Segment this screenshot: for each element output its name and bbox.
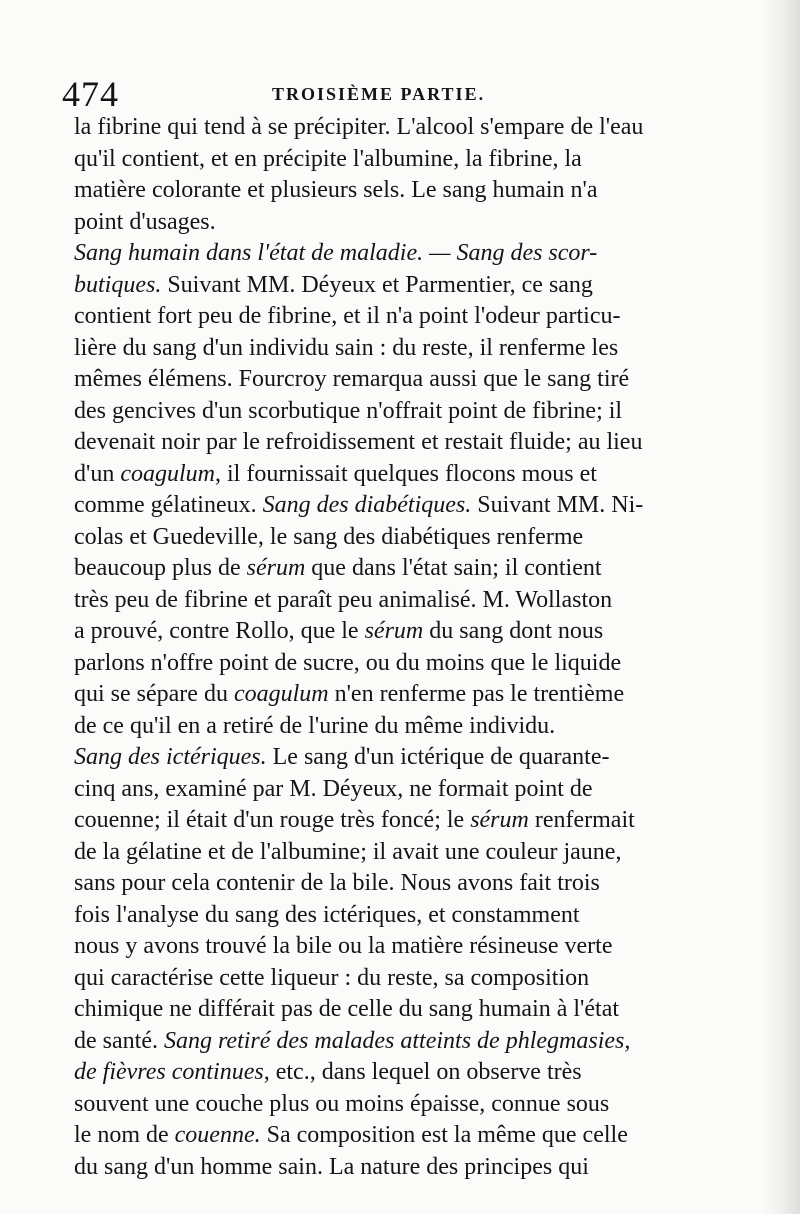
text-segment: d'un <box>74 460 121 487</box>
italic-text: Sang des diabétiques. <box>262 492 472 518</box>
text-segment: a prouvé, contre Rollo, que le <box>74 618 365 644</box>
italic-text: Sang retiré des malades atteints de phlegmasies, <box>163 1027 631 1054</box>
text-line <box>74 270 698 302</box>
text-segment: fois l'analyse du sang des ictériques, et constamment <box>74 901 580 928</box>
text-line <box>74 522 698 554</box>
text-line <box>74 553 698 585</box>
text-line <box>74 805 698 837</box>
text-line <box>74 742 698 774</box>
italic-text: de fièvres continues <box>74 1059 264 1085</box>
text-segment: , il fournissait quelques flocons mous et <box>214 460 597 487</box>
body-text <box>74 112 698 1183</box>
text-line <box>74 490 698 522</box>
italic-text: couenne. <box>174 1122 261 1148</box>
text-segment: de ce qu'il en a retiré de l'urine du même individu. <box>74 712 556 739</box>
italic-text: coagulum <box>120 460 215 487</box>
text-line <box>74 679 698 711</box>
text-line <box>74 112 698 144</box>
text-segment: de santé. <box>74 1027 164 1054</box>
text-line <box>74 963 698 995</box>
text-segment: couenne; il était d'un rouge très foncé; le <box>74 807 471 833</box>
italic-text: coagulum <box>233 681 329 707</box>
text-segment: du sang dont nous <box>423 618 604 644</box>
text-segment: , etc., dans lequel on observe très <box>263 1059 582 1085</box>
page-number: 474 <box>62 74 119 114</box>
text-line <box>74 648 698 680</box>
text-segment: de la gélatine et de l'albumine; il avait une couleur jaune, <box>74 838 622 865</box>
text-segment: des gencives d'un scorbutique n'offrait point de fibrine; il <box>74 397 623 424</box>
text-line <box>74 1026 698 1058</box>
text-segment: nous y avons trouvé la bile ou la matière résineuse verte <box>74 933 613 959</box>
text-line <box>74 207 698 239</box>
text-segment: la fibrine qui tend à se précipiter. L'alcool s'empare de l'eau <box>74 114 644 140</box>
text-line <box>74 900 698 932</box>
italic-text: sérum <box>246 555 306 581</box>
text-segment: contient fort peu de fibrine, et il n'a point l'odeur particu- <box>74 303 621 329</box>
text-segment: colas et Guedeville, le sang des diabétiques renferme <box>74 523 584 550</box>
text-segment: cinq ans, examiné par M. Déyeux, ne formait point de <box>74 775 593 802</box>
text-segment: matière colorante et plusieurs sels. Le sang humain n'a <box>74 177 598 203</box>
text-line <box>74 175 698 207</box>
text-segment: Sa composition est la même que celle <box>260 1122 628 1148</box>
text-segment: souvent une couche plus ou moins épaisse, connue sous <box>74 1090 610 1117</box>
text-line <box>74 333 698 365</box>
italic-text: butiques. <box>74 271 162 298</box>
text-segment: comme gélatineux. <box>74 492 263 518</box>
text-segment: Le sang d'un ictérique de quarante- <box>266 744 610 770</box>
page-edge-shadow <box>760 0 800 1214</box>
text-segment: qui caractérise cette liqueur : du reste, sa composition <box>74 964 590 991</box>
text-line <box>74 427 698 459</box>
text-line <box>74 837 698 869</box>
text-line <box>74 1152 698 1184</box>
text-segment: Suivant MM. Ni- <box>471 492 644 518</box>
text-line <box>74 931 698 963</box>
text-line <box>74 1057 698 1089</box>
text-line <box>74 364 698 396</box>
text-line <box>74 459 698 491</box>
text-line <box>74 774 698 806</box>
text-segment: qu'il contient, et en précipite l'albumine, la fibrine, la <box>74 145 582 172</box>
text-segment: chimique ne différait pas de celle du sang humain à l'état <box>74 996 620 1022</box>
italic-text: Sang humain dans l'état de maladie. — Sang des scor- <box>74 240 598 266</box>
text-segment: que dans l'état sain; il contient <box>305 555 602 581</box>
text-segment: lière du sang d'un individu sain : du reste, il renferme les <box>74 334 619 361</box>
text-line <box>74 1120 698 1152</box>
text-segment: devenait noir par le refroidissement et restait fluide; au lieu <box>74 429 643 455</box>
text-line <box>74 301 698 333</box>
text-segment: du sang d'un homme sain. La nature des principes qui <box>74 1153 589 1180</box>
text-segment: le nom de <box>74 1122 175 1148</box>
text-segment: point d'usages. <box>74 208 216 235</box>
text-line <box>74 238 698 270</box>
text-segment: beaucoup plus de <box>74 555 247 581</box>
text-line <box>74 585 698 617</box>
text-line <box>74 868 698 900</box>
text-segment: qui se sépare du <box>74 681 234 707</box>
text-line <box>74 994 698 1026</box>
text-line <box>74 1089 698 1121</box>
text-segment: renfermait <box>528 807 635 833</box>
text-segment: mêmes élémens. Fourcroy remarqua aussi que le sang tiré <box>74 366 630 392</box>
text-segment: Suivant MM. Déyeux et Parmentier, ce sang <box>161 271 593 298</box>
text-line <box>74 711 698 743</box>
italic-text: sérum <box>364 618 424 644</box>
text-line <box>74 396 698 428</box>
text-line <box>74 616 698 648</box>
section-title: TROISIÈME PARTIE. <box>272 84 486 104</box>
italic-text: sérum <box>470 807 529 833</box>
text-segment: très peu de fibrine et paraît peu animalisé. M. Wollaston <box>74 586 613 613</box>
italic-text: Sang des ictériques. <box>74 744 267 770</box>
text-segment: sans pour cela contenir de la bile. Nous avons fait trois <box>74 870 600 896</box>
text-segment: n'en renferme pas le trentième <box>328 681 625 707</box>
text-line <box>74 144 698 176</box>
running-head <box>62 74 702 114</box>
text-segment: parlons n'offre point de sucre, ou du moins que le liquide <box>74 649 622 676</box>
